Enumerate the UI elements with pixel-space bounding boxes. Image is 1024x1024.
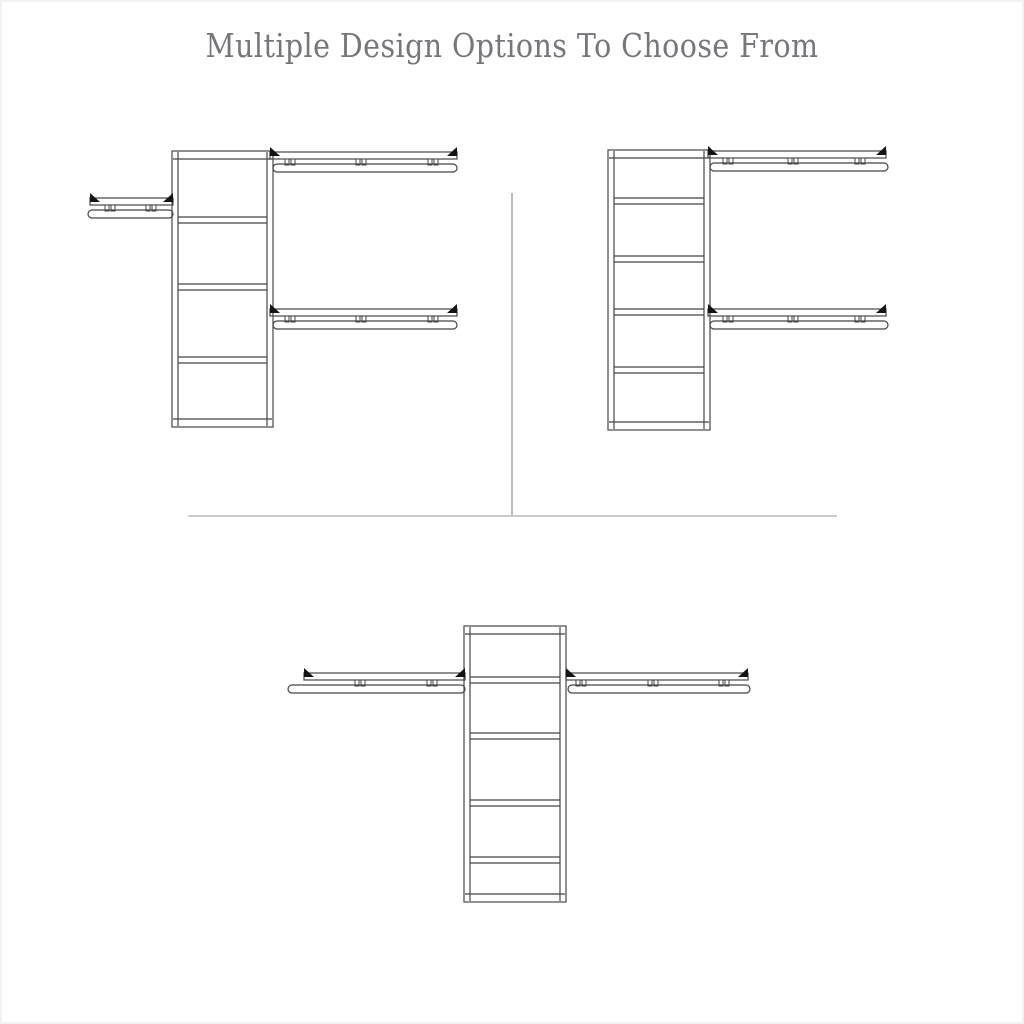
design-top-right [608, 146, 888, 430]
page-title: Multiple Design Options To Choose From [205, 26, 819, 65]
shelf-tower [464, 626, 566, 902]
tower-outline [464, 626, 566, 902]
shelf-tower [608, 150, 710, 430]
wire-shelf [708, 309, 886, 316]
wire-shelf [304, 673, 465, 680]
design-bottom-center [288, 626, 750, 902]
right-upper-shelf-rod [270, 147, 457, 172]
right-lower-shelf-rod [708, 304, 888, 329]
right-shelf-rod [566, 668, 750, 693]
wire-shelf [90, 198, 173, 205]
tower-outline [172, 151, 273, 427]
drawing-layer [88, 146, 888, 902]
shelf-tower [172, 151, 273, 427]
wire-shelf [270, 152, 457, 159]
tower-outline [608, 150, 710, 430]
hanging-rod [288, 685, 465, 693]
hanging-rod [88, 210, 173, 218]
wire-shelf [270, 309, 457, 316]
left-shelf-rod [88, 193, 173, 218]
left-shelf-rod [288, 668, 465, 693]
right-lower-shelf-rod [270, 304, 457, 329]
wire-shelf [708, 151, 886, 158]
design-top-left [88, 147, 457, 427]
wire-shelf [566, 673, 748, 680]
right-upper-shelf-rod [708, 146, 888, 171]
